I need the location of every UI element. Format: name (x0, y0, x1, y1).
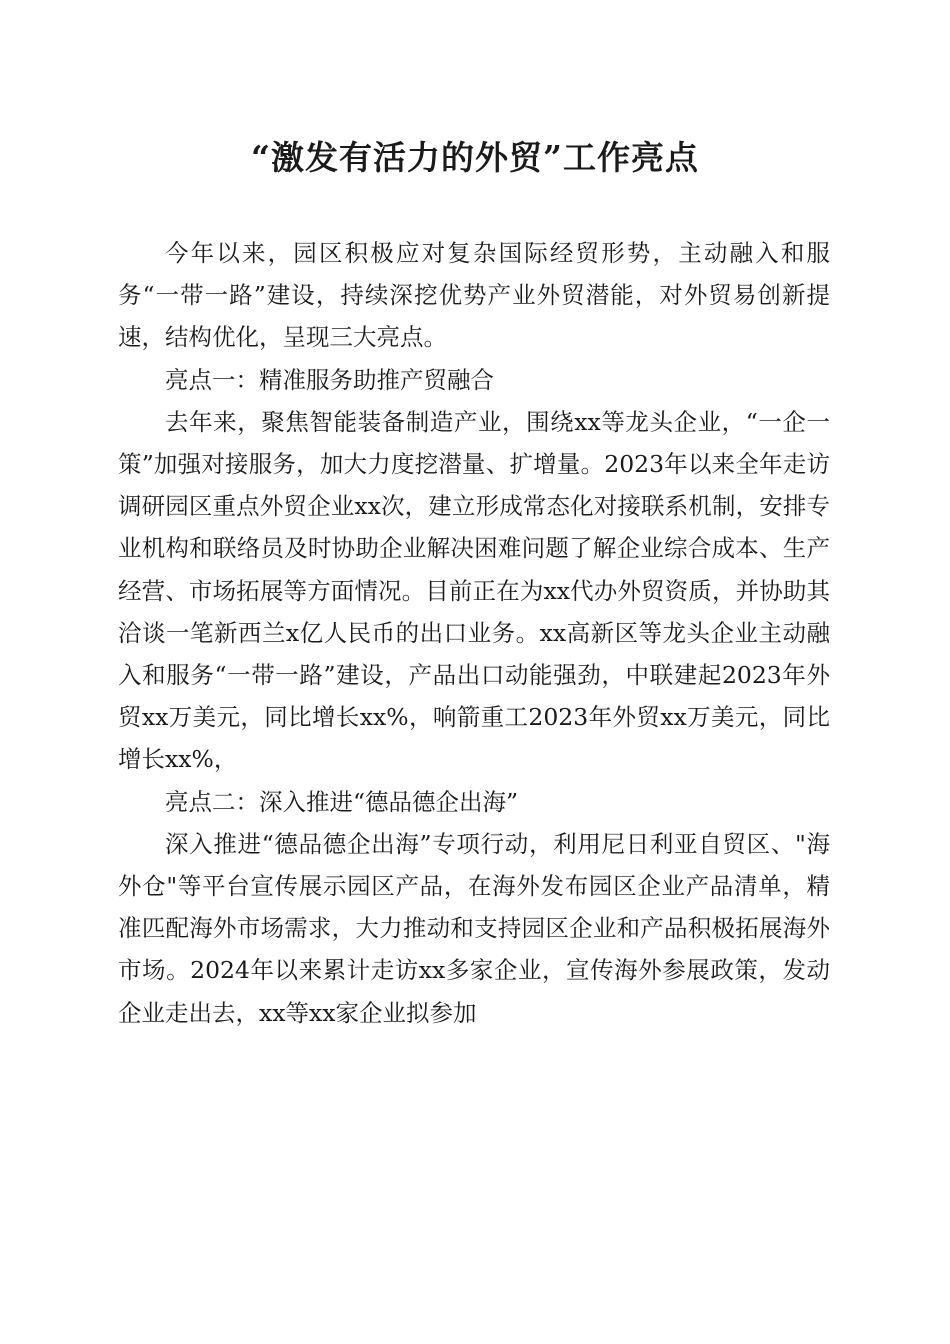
highlight-one-paragraph: 去年来，聚焦智能装备制造产业，围绕xx等龙头企业，“一企一策”加强对接服务，加大力度挖潜量、扩增量。2023年以来全年走访调研园区重点外贸企业xx次，建立形成常态化对接联系机制，安排专业机构和联络员及时协助企业解决困难问题了解企业综合成本、生产经营、市场拓展等方面情况。目前正在为xx代办外贸资质，并协助其洽谈一笔新西兰x亿人民币的出口业务。xx高新区等龙头企业主动融入和服务“一带一路”建设，产品出口动能强劲，中联建起2023年外贸xx万美元，同比增长xx%，响箭重工2023年外贸xx万美元，同比增长xx%， (118, 407, 830, 774)
highlight-two-heading: 亮点二：深入推进“德品德企出海” (165, 787, 519, 816)
highlight-two-paragraph: 深入推进“德品德企出海”专项行动，利用尼日利亚自贸区、"海外仓"等平台宣传展示园区产品，在海外发布园区企业产品清单，精准匹配海外市场需求，大力推动和支持园区企业和产品积极拓展海外市场。2024年以来累计走访xx多家企业，宣传海外参展政策，发动企业走出去，xx等xx家企业拟参加 (118, 829, 830, 1027)
highlight-one-heading: 亮点一：精准服务助推产贸融合 (165, 365, 494, 394)
document-body (118, 232, 830, 1034)
intro-paragraph: 今年以来，园区积极应对复杂国际经贸形势，主动融入和服务“一带一路”建设，持续深挖优势产业外贸潜能，对外贸易创新提速，结构优化，呈现三大亮点。 (118, 239, 830, 352)
document-title: “激发有活力的外贸”工作亮点 (251, 138, 699, 177)
